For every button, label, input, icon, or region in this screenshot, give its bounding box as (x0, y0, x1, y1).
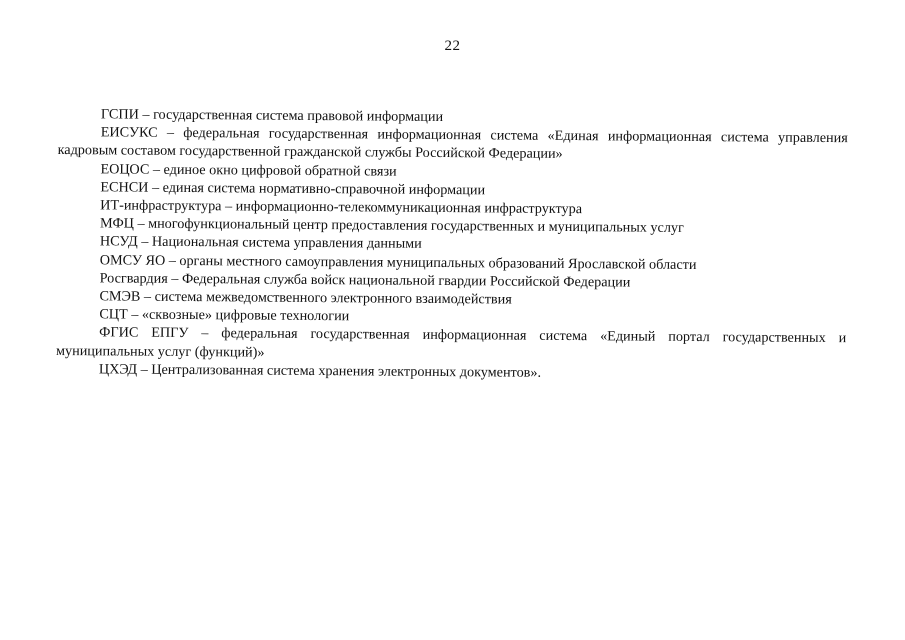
abbreviation-separator: – (138, 106, 154, 123)
abbreviation-list (56, 105, 848, 384)
abbreviation-term: ЦХЭД (98, 361, 138, 378)
abbreviation-definition: органы местного самоуправления муниципальных образований Ярославской области (179, 252, 697, 273)
abbreviation-term: ФГИС ЕПГУ (99, 324, 189, 342)
abbreviation-separator: – (167, 270, 183, 287)
abbreviation-term: ЕОЦОС (100, 160, 150, 178)
abbreviation-term: ЕИСУКС (100, 124, 158, 141)
abbreviation-separator: – (137, 361, 152, 378)
abbreviation-definition: «сквозные» цифровые технологии (141, 306, 350, 325)
abbreviation-term: ОМСУ ЯО (99, 251, 166, 269)
abbreviation-separator: – (165, 252, 180, 269)
abbreviation-definition: единая система нормативно-справочной информации (162, 179, 486, 199)
abbreviation-term: СЦТ (99, 306, 128, 323)
abbreviation-term: НСУД (99, 233, 138, 251)
abbreviation-term: ГСПИ (100, 106, 139, 123)
abbreviation-separator: – (137, 234, 152, 251)
abbreviation-separator: – (148, 179, 163, 196)
abbreviation-separator: – (221, 198, 236, 215)
abbreviation-separator: – (188, 325, 222, 342)
abbreviation-definition: федеральная государственная информационная система «Единый портал государственных и муниципальных услуг (функций)» (56, 325, 847, 361)
abbreviation-term: Росгвардия (99, 270, 168, 287)
abbreviation-separator: – (157, 124, 184, 142)
abbreviation-term: ИТ-инфраструктура (100, 197, 222, 215)
abbreviation-separator: – (149, 161, 164, 178)
abbreviation-separator: – (133, 215, 149, 232)
abbreviation-definition: Национальная система управления данными (151, 234, 422, 253)
abbreviation-term: МФЦ (100, 215, 135, 232)
abbreviation-entry-fgis-epgu (56, 323, 846, 366)
abbreviation-definition: единое окно цифровой обратной связи (163, 161, 397, 180)
abbreviation-separator: – (140, 288, 155, 305)
abbreviation-term: СМЭВ (99, 288, 141, 305)
abbreviation-definition: Централизованная система хранения электронных документов». (151, 361, 542, 381)
abbreviation-definition: многофункциональный центр предоставления государственных и муниципальных услуг (148, 215, 684, 237)
abbreviation-entry-eisuks (58, 123, 848, 166)
abbreviation-term: ЕСНСИ (100, 179, 149, 196)
abbreviation-definition: информационно-телекоммуникационная инфраструктура (235, 198, 583, 218)
abbreviation-definition: система межведомственного электронного взаимодействия (154, 288, 512, 308)
abbreviation-separator: – (127, 306, 142, 323)
abbreviation-definition: Федеральная служба войск национальной гвардии Российской Федерации (181, 270, 631, 291)
page-number: 22 (444, 38, 461, 54)
abbreviation-definition: федеральная государственная информационная система «Единая информационная система управления кадровым составом государственной гражданской службы Российской Федерации» (57, 125, 848, 163)
abbreviation-definition: государственная система правовой информации (153, 106, 444, 126)
